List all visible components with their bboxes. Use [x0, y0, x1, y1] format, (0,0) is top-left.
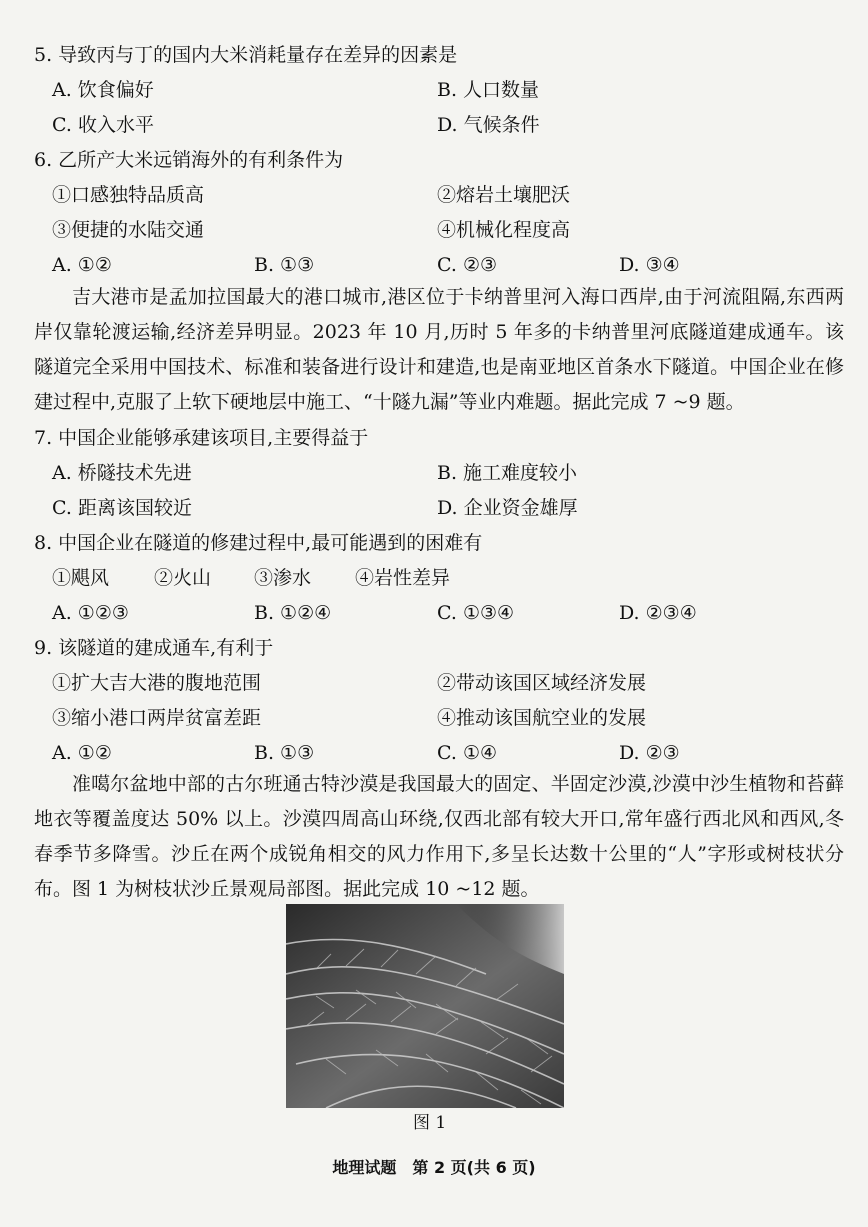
- q9-option-b: B. ①③: [254, 742, 315, 764]
- q8-item-4: ④岩性差异: [355, 567, 451, 589]
- q7-option-a: A. 桥隧技术先进: [52, 462, 192, 484]
- q7-option-c: C. 距离该国较近: [52, 497, 192, 519]
- q9-stem: 9. 该隧道的建成通车,有利于: [34, 637, 274, 659]
- q8-option-c: C. ①③④: [437, 602, 515, 624]
- q5-option-b: B. 人口数量: [437, 79, 540, 101]
- q6-item-1: ①口感独特品质高: [52, 184, 205, 206]
- q9-item-1: ①扩大吉大港的腹地范围: [52, 672, 262, 694]
- q5-option-c: C. 收入水平: [52, 114, 154, 136]
- q9-item-3: ③缩小港口两岸贫富差距: [52, 707, 262, 729]
- q7-stem: 7. 中国企业能够承建该项目,主要得益于: [34, 427, 369, 449]
- q6-item-3: ③便捷的水陆交通: [52, 219, 205, 241]
- q9-option-d: D. ②③: [619, 742, 680, 764]
- q8-stem: 8. 中国企业在隧道的修建过程中,最可能遇到的困难有: [34, 532, 483, 554]
- q6-item-2: ②熔岩土壤肥沃: [437, 184, 571, 206]
- q9-option-a: A. ①②: [52, 742, 112, 764]
- q9-option-c: C. ①④: [437, 742, 498, 764]
- q8-item-2: ②火山: [154, 567, 212, 589]
- q8-option-a: A. ①②③: [52, 602, 129, 624]
- q6-option-a: A. ①②: [52, 254, 112, 276]
- q6-option-d: D. ③④: [619, 254, 680, 276]
- page-footer: 地理试题 第 2 页(共 6 页): [332, 1158, 536, 1177]
- q6-item-4: ④机械化程度高: [437, 219, 571, 241]
- q8-option-d: D. ②③④: [619, 602, 697, 624]
- q8-item-3: ③渗水: [254, 567, 312, 589]
- q6-stem: 6. 乙所产大米远销海外的有利条件为: [34, 149, 344, 171]
- passage-gurbantunggut: 准噶尔盆地中部的古尔班通古特沙漠是我国最大的固定、半固定沙漠,沙漠中沙生植物和苔藓地衣等覆盖度达 50% 以上。沙漠四周高山环绕,仅西北部有较大开口,常年盛行西北风和西风,冬春季节多降雪。沙丘在两个成锐角相交的风力作用下,多呈长达数十公里的“人”字形或树枝状分布。图 1 为树枝状沙丘景观局部图。据此完成 10 ~12 题。: [34, 773, 844, 900]
- dune-image: [286, 904, 564, 1108]
- q6-option-c: C. ②③: [437, 254, 498, 276]
- q9-item-2: ②带动该国区域经济发展: [437, 672, 647, 694]
- q5-stem: 5. 导致丙与丁的国内大米消耗量存在差异的因素是: [34, 44, 458, 66]
- dendritic-dune-photo: [286, 904, 564, 1108]
- q5-option-d: D. 气候条件: [437, 114, 540, 136]
- q8-option-b: B. ①②④: [254, 602, 332, 624]
- q9-item-4: ④推动该国航空业的发展: [437, 707, 647, 729]
- figure-caption: 图 1: [413, 1113, 447, 1133]
- q8-item-1: ①飓风: [52, 567, 110, 589]
- q5-option-a: A. 饮食偏好: [52, 79, 154, 101]
- q6-option-b: B. ①③: [254, 254, 315, 276]
- q7-option-d: D. 企业资金雄厚: [437, 497, 578, 519]
- q7-option-b: B. 施工难度较小: [437, 462, 578, 484]
- passage-chittagong: 吉大港市是孟加拉国最大的港口城市,港区位于卡纳普里河入海口西岸,由于河流阻隔,东西两岸仅靠轮渡运输,经济差异明显。2023 年 10 月,历时 5 年多的卡纳普里河底隧道建成通车。该隧道完全采用中国技术、标准和装备进行设计和建造,也是南亚地区首条水下隧道。中国企业在修建过程中,克服了上软下硬地层中施工、“十隧九漏”等业内难题。据此完成 7 ~9 题。: [34, 286, 844, 413]
